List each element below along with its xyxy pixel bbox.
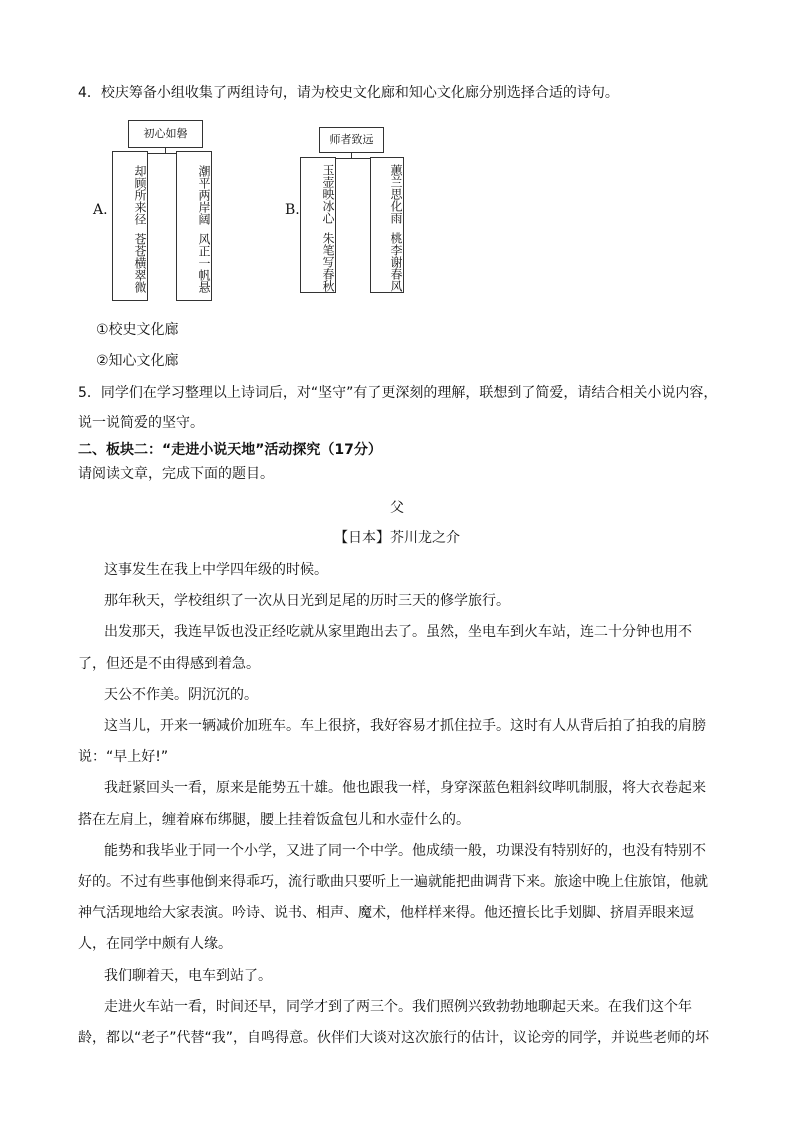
option-a-left-column: [112, 151, 148, 301]
answer-blank-2: ②知心文化廊: [96, 353, 179, 369]
story-title: 父: [390, 500, 404, 516]
option-a-left-line-2: 苍苍横翠微: [133, 233, 147, 293]
passage-line: 那年秋天，学校组织了一次从日光到足尾的历时三天的修学旅行。: [104, 593, 510, 609]
passage-line: 龄，都以“老子”代替“我”，自鸣得意。伙伴们大谈对这次旅行的估计，议论旁的同学，并说些老师的坏: [78, 1030, 710, 1046]
passage-line: 我赶紧回头一看，原来是能势五十雄。他也跟我一样，身穿深蓝色粗斜纹哔叽制服，将大衣卷起来: [104, 780, 706, 796]
option-a-right-column: [176, 151, 212, 301]
option-b-title: 师者致远: [319, 127, 384, 153]
answer-blank-1: ①校史文化廊: [96, 322, 179, 338]
passage-line: 能势和我毕业于同一个小学，又进了同一个中学。他成绩一般，功课没有特别好的，也没有特别不: [104, 843, 706, 859]
passage-line: 这事发生在我上中学四年级的时候。: [104, 562, 328, 578]
passage-line: 了，但还是不由得感到着急。: [78, 656, 260, 672]
passage-line: 走进火车站一看，时间还早，同学才到了两三个。我们照例兴致勃勃地聊起天来。在我们这个年: [104, 999, 692, 1015]
option-b-letter: B.: [285, 202, 300, 218]
option-b-right-column: [370, 157, 404, 293]
section-2-heading: 二、板块二：“走进小说天地”活动探究（17分）: [78, 442, 382, 458]
question-5-line-2: 说一说简爱的坚守。: [78, 415, 204, 431]
option-b-left-column: [300, 157, 336, 293]
option-b-left-line-1: 玉壶映冰心: [321, 164, 335, 224]
option-a-right-line-2: 风正一帆悬: [197, 233, 211, 293]
passage-line: 出发那天，我连早饭也没正经吃就从家里跑出去了。虽然，坐电车到火车站，连二十分钟也用不: [104, 624, 692, 640]
option-a-right-line-1: 潮平两岸阔: [197, 165, 211, 225]
option-b-right-line-2: 桃李谢春风: [389, 232, 403, 292]
passage-line: 人，在同学中颇有人缘。: [78, 936, 232, 952]
passage-line: 搭在左肩上，缠着麻布绑腿，腰上挂着饭盒包儿和水壶什么的。: [78, 812, 470, 828]
option-b-right-line-1: 蕙兰思化雨: [389, 164, 403, 224]
passage-line: 说：“早上好!”: [78, 749, 169, 765]
passage-line: 这当儿，开来一辆减价加班车。车上很挤，我好容易才抓住拉手。这时有人从背后拍了拍我的肩膀: [104, 718, 706, 734]
section-2-instruction: 请阅读文章，完成下面的题目。: [78, 466, 274, 482]
passage-line: 天公不作美。阴沉沉的。: [104, 687, 258, 703]
passage-line: 好的。不过有些事他倒来得乖巧，流行歌曲只要听上一遍就能把曲调背下来。旅途中晚上住旅馆，他就: [78, 874, 708, 890]
question-4-text: 4．校庆筹备小组收集了两组诗句，请为校史文化廊和知心文化廊分别选择合适的诗句。: [78, 85, 619, 101]
option-a-left-line-1: 却顾所来径: [133, 165, 147, 225]
question-5-line-1: 5．同学们在学习整理以上诗词后，对“坚守”有了更深刻的理解，联想到了简爱，请结合相关小说内容，: [78, 385, 718, 401]
passage-line: 我们聊着天，电车到站了。: [104, 968, 272, 984]
option-b-left-line-2: 朱笔写春秋: [321, 232, 335, 292]
story-author: 【日本】芥川龙之介: [334, 530, 460, 546]
option-a-title: 初心如磐: [128, 120, 203, 148]
passage-line: 神气活现地给大家表演。吟诗、说书、相声、魔术，他样样来得。他还擅长比手划脚、挤眉弄眼来逗: [78, 905, 694, 921]
option-a-letter: A.: [93, 202, 108, 218]
